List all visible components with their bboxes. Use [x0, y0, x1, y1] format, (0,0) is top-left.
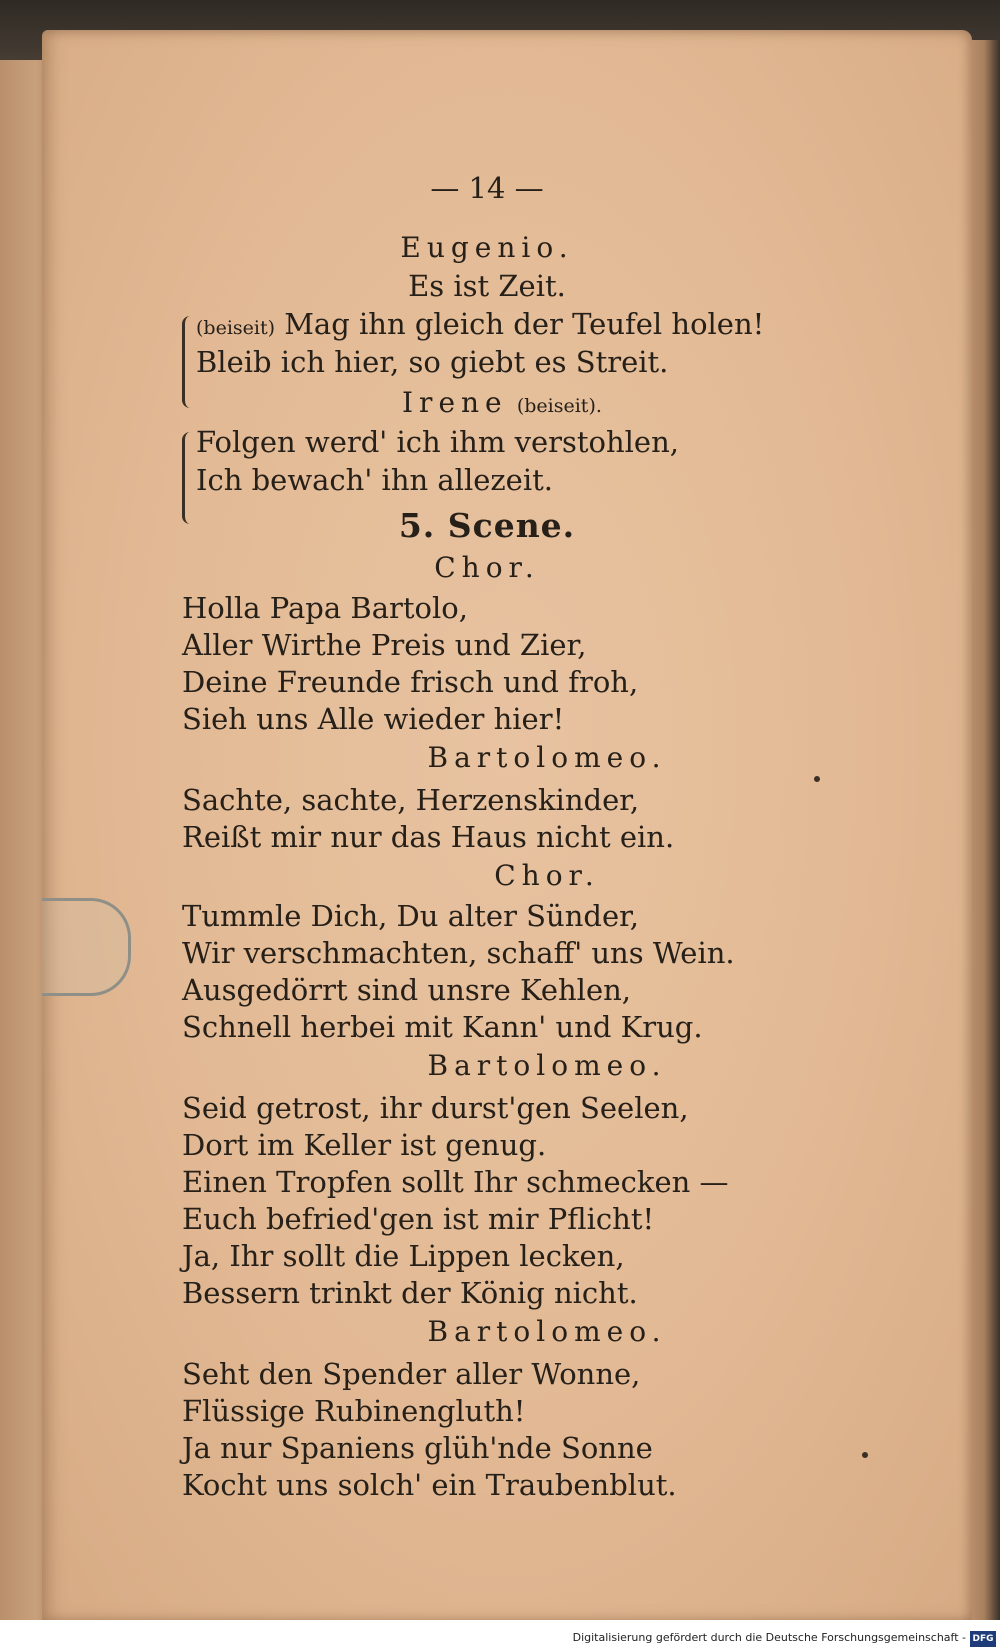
speaker-chor: Chor. [494, 859, 600, 892]
bracket-left [182, 316, 195, 408]
text-line: Deine Freunde frisch und froh, [182, 665, 639, 699]
speaker-bartolomeo: Bartolomeo. [427, 741, 667, 774]
speaker-irene: Irene (beiseit). [402, 386, 602, 419]
text-line: Kocht uns solch' ein Traubenblut. [182, 1468, 677, 1502]
paper-speck [814, 776, 820, 782]
text-line: Seht den Spender aller Wonne, [182, 1357, 641, 1391]
text-line: Ausgedörrt sind unsre Kehlen, [182, 973, 632, 1007]
text-line: Ja nur Spaniens glüh'nde Sonne [182, 1431, 653, 1465]
paper-speck [862, 1452, 868, 1458]
text-line: Ja, Ihr sollt die Lippen lecken, [182, 1239, 625, 1273]
book-page [42, 30, 972, 1622]
text-line: Flüssige Rubinengluth! [182, 1394, 526, 1428]
speaker-bartolomeo: Bartolomeo. [427, 1049, 667, 1082]
page-text [42, 30, 972, 1622]
text-line: Sachte, sachte, Herzenskinder, [182, 783, 640, 817]
text-line: Sieh uns Alle wieder hier! [182, 702, 565, 736]
text-line: Aller Wirthe Preis und Zier, [182, 628, 587, 662]
text-line: Bleib ich hier, so giebt es Streit. [196, 345, 669, 379]
stage-direction: (beiseit) [196, 317, 276, 339]
text-line: Folgen werd' ich ihm verstohlen, [196, 425, 679, 459]
text-line: Reißt mir nur das Haus nicht ein. [182, 820, 675, 854]
dfg-logo: DFG [970, 1631, 996, 1647]
footer-bar [0, 1620, 1000, 1652]
text-line: Holla Papa Bartolo, [182, 591, 468, 625]
speaker-bartolomeo: Bartolomeo. [427, 1315, 667, 1348]
text-line: Tummle Dich, Du alter Sünder, [182, 899, 640, 933]
scene-heading: 5. Scene. [398, 506, 576, 545]
text-line: Seid getrost, ihr durst'gen Seelen, [182, 1091, 689, 1125]
page-number: — 14 — [430, 171, 544, 205]
text-line: Wir verschmachten, schaff' uns Wein. [182, 936, 735, 970]
text-line: Schnell herbei mit Kann' und Krug. [182, 1010, 703, 1044]
speaker-eugenio: Eugenio. [400, 231, 574, 264]
speaker-chor: Chor. [434, 551, 540, 584]
text-line: Dort im Keller ist genug. [182, 1128, 547, 1162]
text-line: Euch befried'gen ist mir Pflicht! [182, 1202, 655, 1236]
text-line: (beiseit) Mag ihn gleich der Teufel holen! [196, 307, 765, 341]
text-line: Ich bewach' ihn allezeit. [196, 463, 553, 497]
footer-credit: Digitalisierung gefördert durch die Deutsche Forschungsgemeinschaft - [572, 1631, 966, 1644]
text-line: Einen Tropfen sollt Ihr schmecken — [182, 1165, 729, 1199]
text-line: Bessern trinkt der König nicht. [182, 1276, 638, 1310]
text-line: Es ist Zeit. [408, 269, 566, 303]
stage-direction: (beiseit). [516, 395, 602, 417]
